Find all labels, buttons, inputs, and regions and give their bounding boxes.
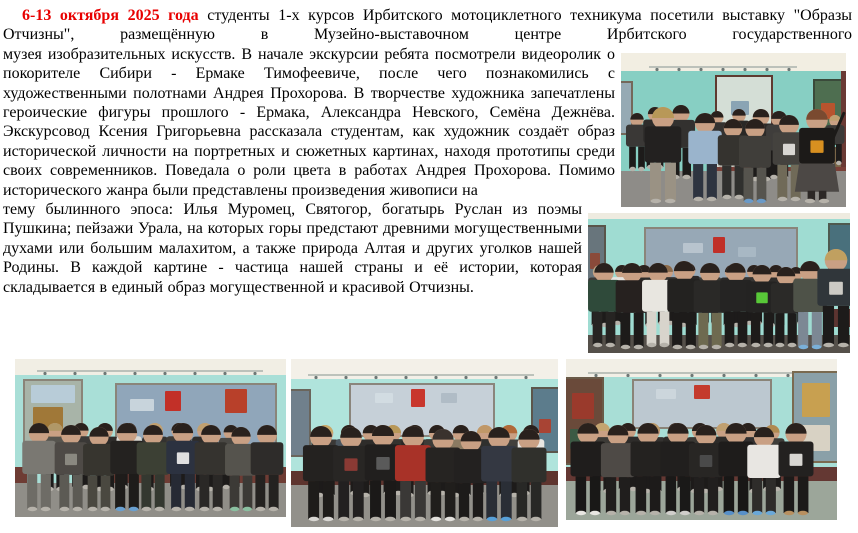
article-paragraph-intro [3, 6, 852, 45]
photo-group-hall-2 [15, 359, 286, 517]
date-highlight: 6-13 октября 2025 года [22, 7, 199, 24]
photo-group-hall-1 [588, 213, 850, 353]
photo-group-hall-4 [566, 359, 837, 520]
article-text-part-2: музея изобразительных искусств. В начале экскурсии ребята посмотрели видеоролик о покорителе Сибири - Ермаке Тимофеевиче, после чего познакомились с художественными полотнами Андрея Прохорова. В творчестве художника запечатлены героические фигуры прошлого - Ермака, Александра Невского, Семёна Дежнёва. Экскурсовод Ксения Григорьевна рассказала студентам, как художник создаёт образ исторической личности на портретных и сюжетных картинах, находя прототипы среди своих современников. Поведала о роли цвета в работах Андрея Прохорова. Помимо исторического жанра были представлены произведения живописи на [3, 45, 615, 199]
photo-group-hall-3 [291, 359, 558, 527]
article-text-part-1: студенты 1-х курсов Ирбитского мотоциклетного техникума посетили выставку "Образы Отчизны", размещённую в Музейно-выставочном центре Ирбитского государственного [3, 7, 853, 44]
photo-excursion-guide [621, 53, 846, 207]
article-text-part-3: тему былинного эпоса: Илья Муромец, Святогор, богатырь Руслан из поэмы Пушкина; пейзажи Урала, на которых горы предстают древними могущественными духами или большим малахитом, а также природа Алтая и других уголков нашей Родины. В каждой картине - частица нашей страны и её истории, которая складывается в единый образ могущественной и красивой Отчизны. [3, 201, 582, 296]
